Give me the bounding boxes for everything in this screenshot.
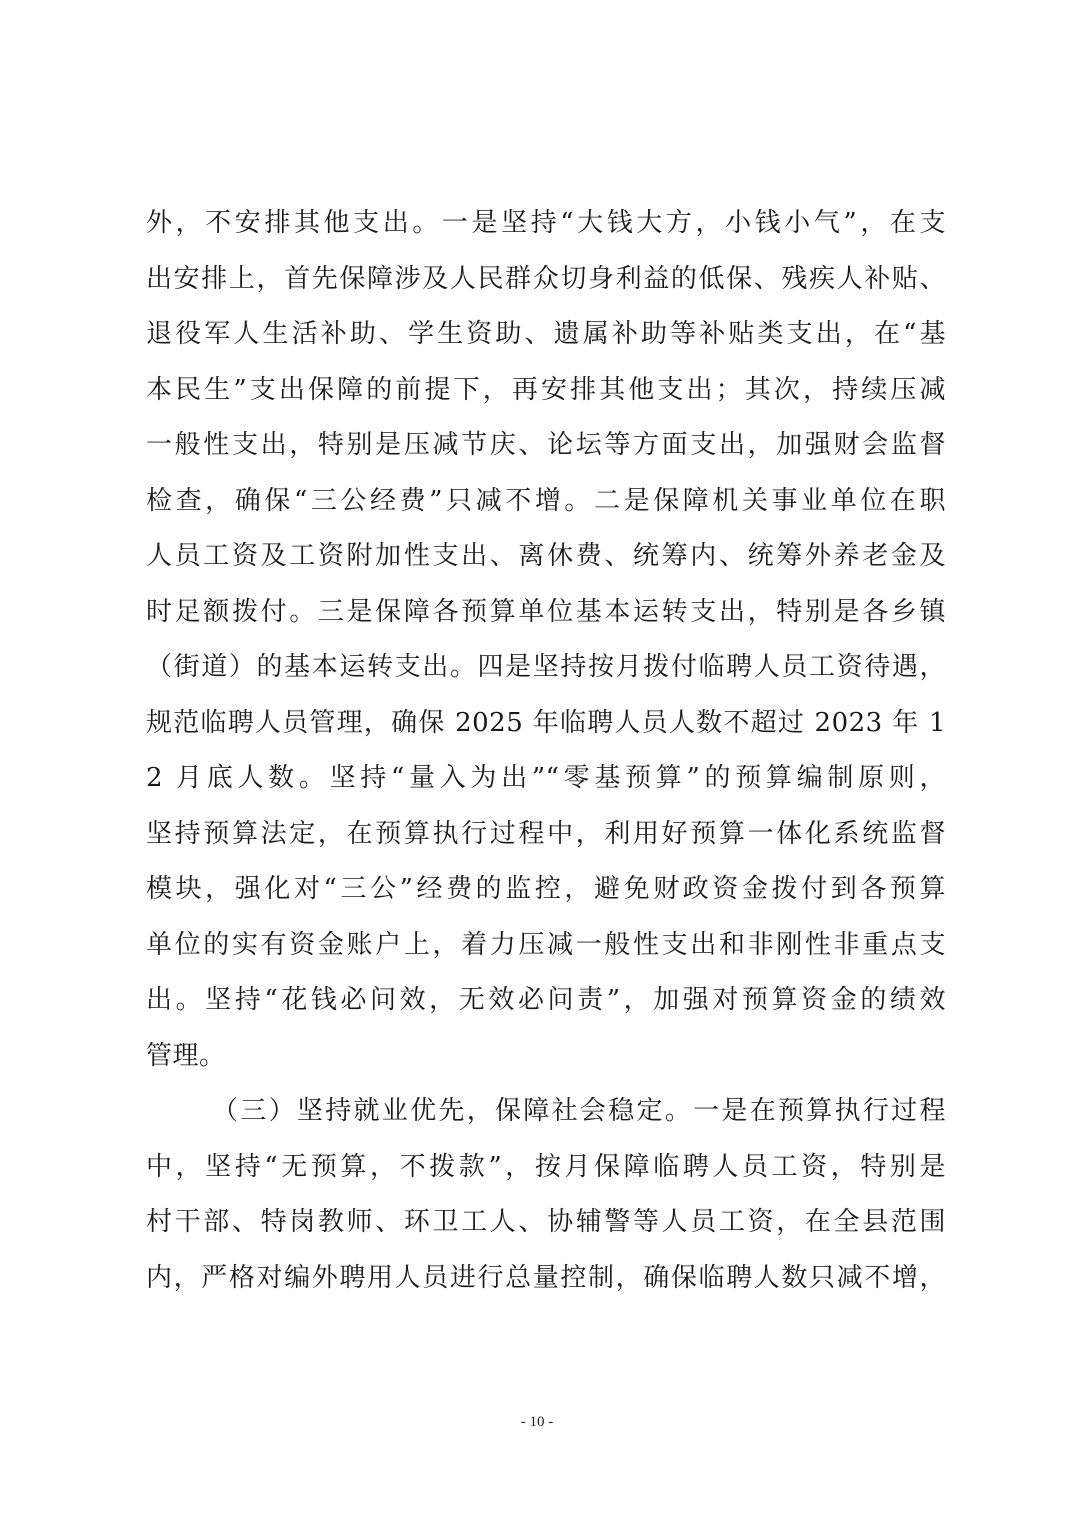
text-line: 内，严格对编外聘用人员进行总量控制，确保临聘人数只减不增， <box>146 1262 946 1293</box>
text-line: 出安排上，首先保障涉及人民群众切身利益的低保、残疾人补贴、 <box>146 263 946 294</box>
text-line: 规范临聘人员管理，确保 2025 年临聘人员人数不超过 2023 年 1 <box>146 707 946 738</box>
text-line: 外，不安排其他支出。一是坚持“大钱大方，小钱小气”，在支 <box>146 208 946 238</box>
text-line: 出。坚持“花钱必问效，无效必问责”，加强对预算资金的绩效 <box>146 985 946 1015</box>
text-line: 模块，强化对“三公”经费的监控，避免财政资金拨付到各预算 <box>146 874 946 904</box>
text-line: 本民生”支出保障的前提下，再安排其他支出；其次，持续压减 <box>146 374 946 405</box>
text-line: 中，坚持“无预算，不拨款”，按月保障临聘人员工资，特别是 <box>146 1151 946 1182</box>
text-line: 村干部、特岗教师、环卫工人、协辅警等人员工资，在全县范围 <box>146 1207 946 1237</box>
text-line: 管理。 <box>146 1040 226 1071</box>
text-line: 一般性支出，特别是压减节庆、论坛等方面支出，加强财会监督 <box>146 430 946 460</box>
text-line: 检查，确保“三公经费”只减不增。二是保障机关事业单位在职 <box>146 485 946 516</box>
text-line: 时足额拨付。三是保障各预算单位基本运转支出，特别是各乡镇 <box>146 596 946 627</box>
text-line: 坚持预算法定，在预算执行过程中，利用好预算一体化系统监督 <box>146 818 946 849</box>
text-line: （街道）的基本运转支出。四是坚持按月拨付临聘人员工资待遇， <box>146 652 946 682</box>
text-line: 退役军人生活补助、学生资助、遗属补助等补贴类支出，在“基 <box>146 319 946 349</box>
section-heading-line: （三）坚持就业优先，保障社会稳定。一是在预算执行过程 <box>212 1096 946 1126</box>
text-line: 人员工资及工资附加性支出、离休费、统筹内、统筹外养老金及 <box>146 541 946 571</box>
text-line: 2 月底人数。坚持“量入为出”“零基预算”的预算编制原则， <box>146 763 946 793</box>
body-text <box>146 196 946 1306</box>
text-line: 单位的实有资金账户上，着力压减一般性支出和非刚性非重点支 <box>146 929 946 960</box>
page-number: - 10 - <box>520 1414 554 1430</box>
